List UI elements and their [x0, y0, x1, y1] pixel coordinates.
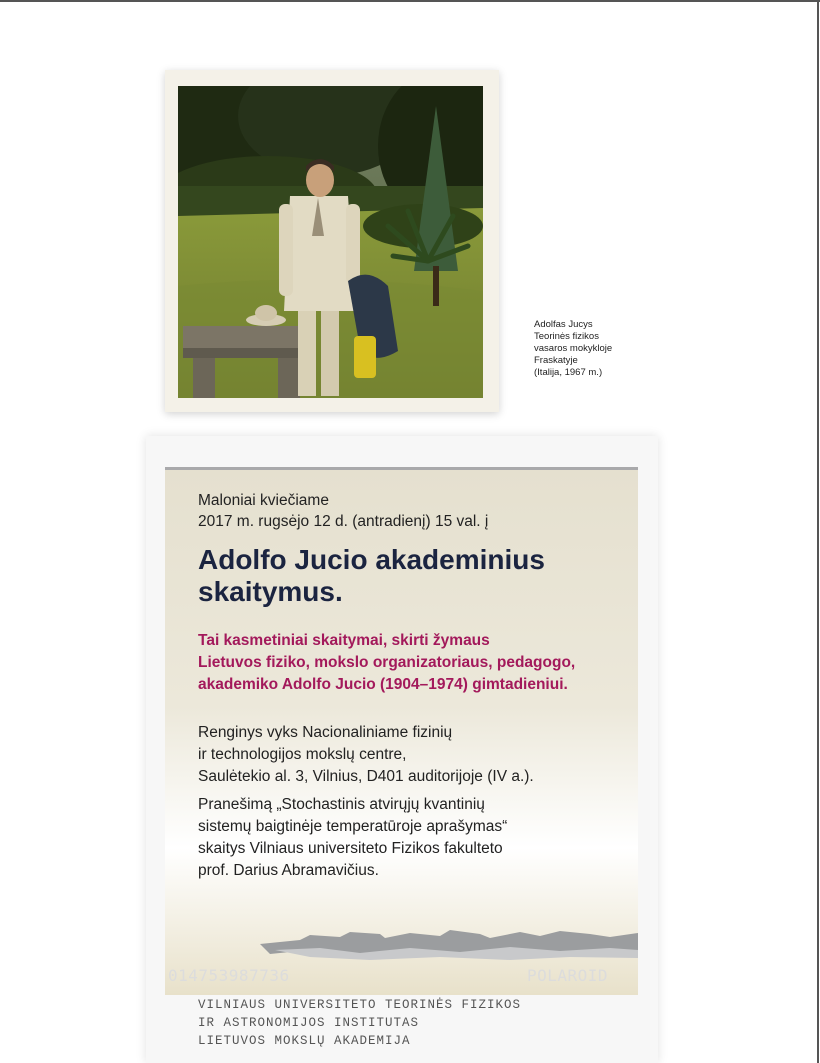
intro-line: Maloniai kviečiame [198, 492, 329, 509]
event-venue [198, 722, 638, 788]
page-border-right [817, 0, 819, 1063]
photo-caption [534, 319, 654, 379]
film-serial-number: 014753987736 [168, 966, 290, 985]
event-highlight [198, 630, 638, 696]
venue-line: ir technologijos mokslų centre, [198, 746, 407, 763]
caption-line: Fraskatyje [534, 355, 578, 366]
polaroid-photo-frame [165, 70, 499, 412]
invitation-panel [165, 467, 638, 995]
intro-line: 2017 m. rugsėjo 12 d. (antradienį) 15 val. į [198, 513, 489, 530]
caption-line: Adolfas Jucys [534, 319, 593, 330]
invitation-intro [198, 490, 638, 532]
caption-line: vasaros mokykloje [534, 343, 613, 354]
invitation-text [198, 490, 638, 882]
venue-line: Renginys vyks Nacionaliniame fizinių [198, 724, 453, 741]
page-border-top [0, 0, 820, 2]
film-brand-mark: POLAROID [527, 966, 609, 985]
talk-line: prof. Darius Abramavičius. [198, 862, 379, 879]
portrait-photo [178, 86, 483, 398]
venue-line: Saulėtekio al. 3, Vilnius, D401 auditorijoje (IV a.). [198, 768, 534, 785]
torn-film-edge [110, 924, 650, 964]
highlight-line: Lietuvos fiziko, mokslo organizatoriaus, pedagogo, [198, 654, 576, 671]
organizer-line: IR ASTRONOMIJOS INSTITUTAS [198, 1016, 420, 1030]
highlight-line: akademiko Adolfo Jucio (1904–1974) gimtadieniui. [198, 676, 568, 693]
highlight-line: Tai kasmetiniai skaitymai, skirti žymaus [198, 632, 490, 649]
organizers-list [198, 996, 521, 1050]
talk-line: skaitys Vilniaus universiteto Fizikos fakulteto [198, 840, 503, 857]
caption-line: Teorinės fizikos [534, 331, 599, 342]
organizer-line: LIETUVOS MOKSLŲ AKADEMIJA [198, 1034, 411, 1048]
title-line: Adolfo Jucio akademinius [198, 544, 545, 575]
organizer-line: VILNIAUS UNIVERSITETO TEORINĖS FIZIKOS [198, 998, 522, 1012]
event-title [198, 544, 638, 608]
talk-line: sistemų baigtinėje temperatūroje aprašymas“ [198, 818, 508, 835]
talk-line: Pranešimą „Stochastinis atvirųjų kvantinių [198, 796, 485, 813]
event-talk [198, 794, 638, 882]
title-line: skaitymus. [198, 576, 343, 607]
caption-line: (Italija, 1967 m.) [534, 367, 603, 378]
